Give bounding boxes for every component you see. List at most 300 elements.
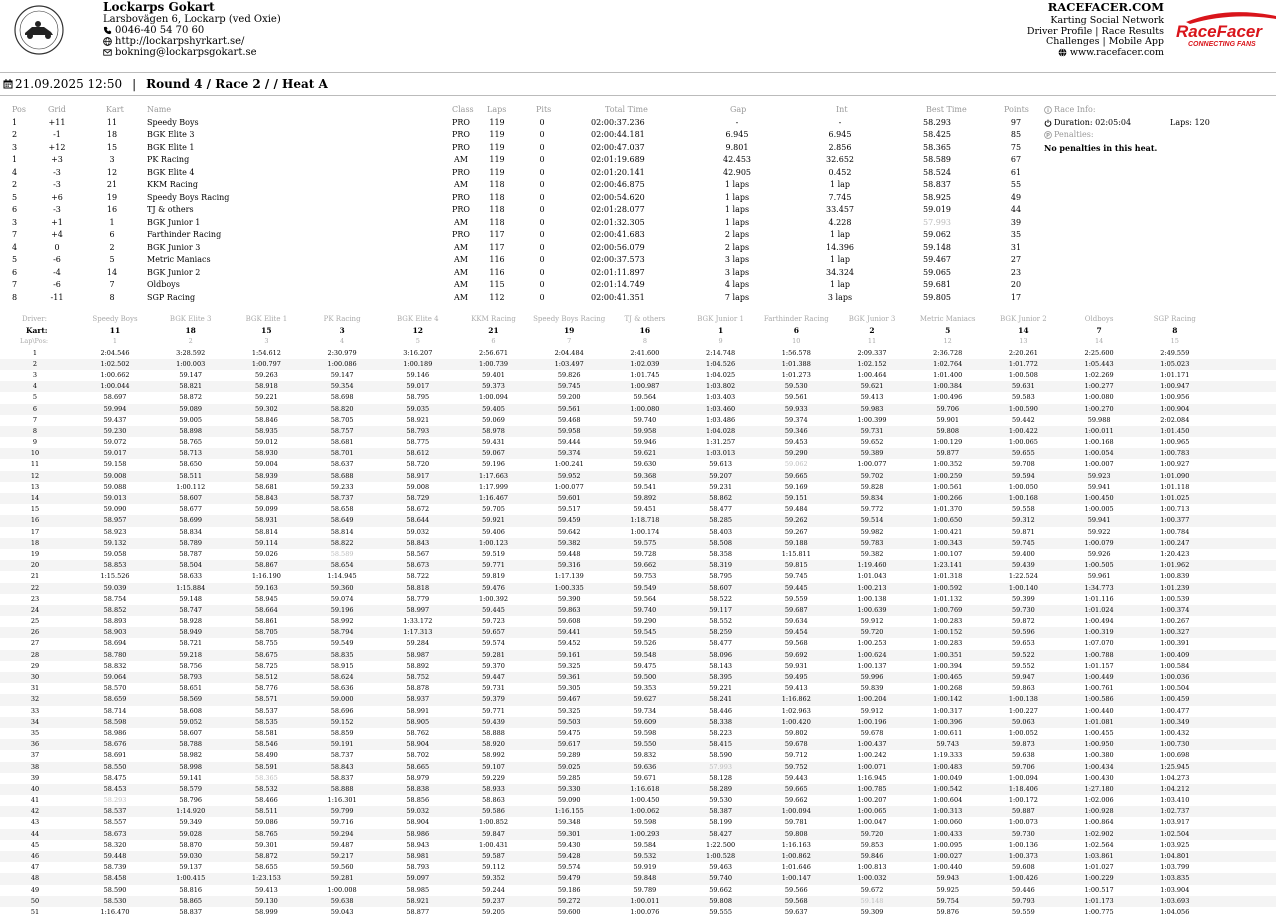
- lap-time: 58.705: [255, 628, 278, 637]
- lap-time: 59.390: [557, 594, 581, 603]
- lap-time: 59.561: [557, 404, 581, 413]
- lap-time: 58.867: [255, 561, 278, 570]
- envelope-icon: [103, 48, 112, 57]
- lap-time: 59.921: [482, 516, 505, 525]
- result-row: [0, 154, 1040, 167]
- lap-time: 1:00.852: [478, 818, 509, 827]
- lap-time: 58.664: [255, 605, 278, 614]
- lap-time: 1:00.775: [1084, 907, 1114, 916]
- lap-time: 58.567: [406, 549, 430, 558]
- result-gap: 1 laps: [724, 217, 750, 227]
- lap-time: 59.032: [406, 807, 430, 816]
- lap-time: 58.676: [103, 740, 127, 749]
- racefacer-info: [1027, 0, 1164, 58]
- lap-time: 1:02.764: [933, 359, 963, 368]
- lap-time: 59.117: [709, 605, 732, 614]
- lap-time: 58.725: [255, 661, 278, 670]
- result-grid: -4: [53, 267, 61, 277]
- lap-time: 59.771: [482, 561, 505, 570]
- lap-time: 1:00.079: [1084, 538, 1114, 547]
- lap-time: 1:14.920: [176, 807, 206, 816]
- result-pits: 0: [539, 117, 545, 127]
- lap-time: 1:00.052: [1008, 728, 1038, 737]
- lap-time: 59.745: [557, 382, 581, 391]
- lap-time: 59.530: [784, 382, 808, 391]
- lap-time: 1:03.410: [1160, 796, 1190, 805]
- result-gap: 1 laps: [724, 192, 750, 202]
- lap-time: 59.475: [633, 661, 657, 670]
- lap-time: 59.559: [784, 594, 808, 603]
- svg-text:P: P: [1046, 133, 1050, 140]
- lap-time: 1:00.373: [1008, 852, 1038, 860]
- lap-time: 1:00.785: [857, 784, 887, 793]
- result-name: Oldboys: [147, 280, 180, 289]
- result-pos: 6: [12, 205, 18, 214]
- lap-time: 1:00.464: [857, 370, 887, 379]
- result-row: [0, 192, 1040, 205]
- lap-time: 59.221: [709, 684, 732, 693]
- lap-time: 59.025: [557, 762, 581, 771]
- col-total: Total Time: [605, 105, 648, 114]
- lap-time: 59.064: [103, 673, 127, 681]
- lap-time: 59.146: [406, 370, 430, 379]
- lap-time: 58.765: [179, 438, 203, 447]
- lap-times-table: [0, 314, 1276, 918]
- result-grid: -6: [53, 255, 61, 264]
- lap-time: 59.712: [784, 751, 808, 760]
- lap-driver-name: Speedy Boys Racing: [533, 315, 606, 323]
- lap-time: 59.574: [557, 863, 581, 872]
- lap-time: 59.325: [557, 661, 581, 670]
- lap-time: 1:00.904: [1160, 404, 1190, 413]
- lap-number: 23: [30, 594, 40, 603]
- lap-time: 1:00.956: [1160, 393, 1190, 402]
- lap-time: 1:18.718: [630, 516, 660, 525]
- result-pits: 0: [539, 192, 545, 202]
- lap-time: 58.737: [330, 751, 354, 760]
- lap-time: 1:00.242: [857, 751, 887, 760]
- lap-time: 59.731: [860, 426, 884, 435]
- result-gap: 1 laps: [724, 180, 750, 189]
- lap-number: 17: [30, 527, 40, 536]
- lap-time: 58.937: [406, 695, 430, 704]
- lap-time: 58.863: [482, 796, 505, 805]
- lap-position: 9: [718, 337, 723, 346]
- result-laps: 119: [489, 117, 505, 127]
- lap-time: 58.714: [103, 706, 127, 715]
- lap-time: 58.987: [406, 650, 430, 659]
- result-class: AM: [454, 180, 468, 189]
- lap-position: 11: [867, 337, 877, 346]
- lap-time: 58.293: [103, 796, 127, 805]
- lap-time: 59.912: [860, 706, 884, 715]
- result-grid: -3: [53, 180, 61, 189]
- lap-row: [0, 739, 1276, 750]
- lap-time: 59.662: [784, 796, 808, 805]
- lap-time: 58.143: [709, 661, 732, 670]
- lap-time: 1:00.213: [857, 583, 887, 592]
- lap-driver-name: Farthinder Racing: [763, 315, 829, 323]
- lap-time: 58.649: [330, 516, 354, 525]
- result-row: [0, 217, 1040, 230]
- lap-time: 58.917: [406, 471, 430, 480]
- lap-time: 59.207: [709, 471, 732, 480]
- result-best-time: 58.293: [923, 117, 951, 127]
- lap-time: 58.650: [179, 460, 203, 469]
- lap-time: 59.678: [860, 728, 884, 737]
- lap-time: 1:00.415: [176, 874, 206, 883]
- result-best-time: 58.425: [923, 130, 951, 139]
- lap-number: 36: [30, 740, 40, 749]
- lap-time: 58.898: [179, 426, 203, 435]
- result-kart: 7: [109, 280, 115, 289]
- lap-time: 59.017: [103, 449, 127, 458]
- lap-time: 1:00.739: [478, 359, 509, 368]
- lap-time: 59.114: [255, 538, 278, 547]
- lap-time: 59.596: [1012, 628, 1035, 637]
- lap-position: 5: [415, 337, 420, 346]
- lap-row: [0, 493, 1276, 504]
- lap-time: 1:16.155: [554, 807, 584, 816]
- lap-time: 58.822: [330, 538, 354, 547]
- lap-row: [0, 896, 1276, 907]
- lap-time: 59.941: [1087, 516, 1111, 525]
- lap-time: 1:00.433: [933, 829, 963, 838]
- lap-position: 15: [1170, 337, 1179, 346]
- lap-time: 59.731: [482, 684, 505, 693]
- lap-time: 1:00.189: [403, 359, 433, 368]
- result-row: [0, 129, 1040, 142]
- result-int: 1 lap: [829, 255, 851, 264]
- lap-time: 1:00.374: [1160, 605, 1190, 614]
- lap-time: 59.560: [330, 863, 354, 872]
- lap-time: 1:01.024: [1084, 605, 1114, 614]
- lap-time: 59.158: [103, 460, 127, 469]
- lap-time: 59.662: [633, 561, 657, 570]
- lap-time: 59.281: [330, 874, 354, 883]
- lap-time: 58.780: [103, 650, 127, 659]
- lap-time: 58.537: [103, 807, 127, 816]
- result-total-time: 02:00:46.875: [591, 180, 645, 189]
- lap-time: 59.152: [330, 717, 354, 726]
- lap-time: 58.681: [255, 482, 278, 491]
- lap-time: 1:00.071: [857, 762, 887, 771]
- result-points: 67: [1010, 155, 1022, 164]
- lap-time: 59.285: [557, 773, 581, 782]
- lap-time: 1:00.335: [554, 583, 584, 592]
- lap-time: 59.672: [860, 885, 884, 894]
- lap-number: 50: [30, 896, 40, 905]
- result-pits: 0: [539, 130, 545, 139]
- lap-row: [0, 840, 1276, 851]
- lap-time: 1:00.561: [933, 482, 963, 491]
- lap-time: 59.463: [709, 863, 732, 872]
- lap-kart-number: 6: [793, 326, 799, 336]
- lap-position: 14: [1094, 337, 1104, 346]
- lap-time: 1:00.277: [1084, 382, 1114, 391]
- result-kart: 16: [106, 205, 118, 214]
- lap-time: 1:00.047: [857, 818, 887, 827]
- lap-time: 59.587: [482, 852, 505, 860]
- lap-time: 59.789: [633, 885, 657, 894]
- lap-time: 1:00.950: [1084, 740, 1114, 749]
- lap-time: 58.589: [330, 549, 354, 558]
- result-best-time: 59.681: [923, 280, 951, 289]
- lap-time: 1:00.267: [1160, 617, 1190, 626]
- lap-row: [0, 851, 1276, 862]
- lap-row: [0, 784, 1276, 795]
- result-gap: 9.801: [725, 142, 749, 152]
- lap-time: 58.957: [103, 516, 127, 525]
- lap-time: 1:00.505: [1084, 561, 1114, 570]
- lap-time: 1:00.586: [1084, 695, 1114, 704]
- lap-number: 12: [30, 471, 40, 480]
- result-name: BGK Elite 1: [147, 142, 195, 152]
- lap-time: 2:02.084: [1160, 415, 1190, 424]
- lap-time: 58.872: [255, 852, 278, 860]
- lap-time: 59.446: [1012, 885, 1035, 894]
- result-class: AM: [454, 280, 468, 289]
- lap-time: 58.453: [103, 784, 127, 793]
- result-pits: 0: [539, 292, 545, 302]
- result-gap: 7 laps: [724, 292, 750, 302]
- lap-time: 1:00.539: [1160, 594, 1190, 603]
- club-email[interactable]: bokning@lockarpsgokart.se: [103, 47, 281, 58]
- result-total-time: 02:01:11.897: [591, 267, 645, 277]
- result-int: 33.457: [826, 205, 854, 214]
- col-kart: Kart: [106, 105, 124, 114]
- lap-time: 59.500: [633, 673, 657, 681]
- lap-time: 59.428: [557, 852, 581, 860]
- lap-time: 59.994: [103, 404, 127, 413]
- lap-time: 58.466: [255, 796, 278, 805]
- lap-time: 58.935: [255, 426, 278, 435]
- lap-number: 8: [32, 426, 38, 435]
- lap-position: 1: [112, 337, 118, 346]
- result-row: [0, 117, 1040, 130]
- lap-time: 1:00.050: [1008, 482, 1038, 491]
- lap-time: 58.590: [103, 885, 127, 894]
- lap-number: 51: [30, 907, 40, 916]
- lap-time: 59.781: [784, 818, 808, 827]
- result-best-time: 59.065: [923, 267, 951, 277]
- lap-number: 13: [30, 482, 40, 491]
- lap-row: [0, 817, 1276, 828]
- lap-time: 58.999: [255, 907, 278, 916]
- lap-time: 1:16.618: [630, 784, 660, 793]
- lap-time: 59.636: [633, 762, 657, 771]
- lap-time: 59.089: [179, 404, 203, 413]
- result-gap: 2 laps: [724, 230, 750, 239]
- club-website[interactable]: http://lockarpshyrkart.se/: [103, 36, 281, 47]
- lap-time: 58.981: [406, 852, 430, 860]
- result-total-time: 02:01:14.749: [591, 280, 645, 289]
- lap-time: 59.413: [784, 684, 808, 693]
- lap-time: 59.441: [557, 628, 581, 637]
- club-name: Lockarps Gokart: [103, 0, 215, 14]
- lap-time: 1:00.611: [933, 728, 963, 737]
- lap-time: 1:22.524: [1008, 572, 1038, 581]
- lap-time: 58.846: [255, 415, 278, 424]
- race-title-bar: [0, 72, 1276, 96]
- lap-time: 58.403: [709, 527, 732, 536]
- racefacer-website[interactable]: www.racefacer.com: [1027, 48, 1164, 59]
- lap-time: 1:20.423: [1160, 549, 1190, 558]
- lap-time: 1:01.027: [1084, 863, 1114, 872]
- lap-time: 58.756: [179, 661, 203, 670]
- col-class: Class: [452, 105, 474, 114]
- lap-time: 59.925: [936, 885, 960, 894]
- penalties-text: No penalties in this heat.: [1044, 142, 1158, 153]
- result-points: 27: [1010, 255, 1022, 264]
- lap-row: [0, 650, 1276, 661]
- result-grid: -3: [53, 205, 61, 214]
- lap-row: [0, 683, 1276, 694]
- result-points: 20: [1010, 280, 1022, 289]
- lap-time: 58.607: [179, 494, 203, 502]
- lap-time: 59.552: [1012, 661, 1035, 670]
- result-laps: 118: [489, 180, 505, 189]
- lap-time: 59.873: [1012, 740, 1035, 749]
- result-pos: 6: [12, 267, 18, 277]
- lap-time: 59.598: [633, 818, 657, 827]
- lap-time: 59.028: [179, 829, 203, 838]
- lap-number: 1: [32, 348, 38, 357]
- lap-time: 1:02.269: [1084, 370, 1114, 379]
- lap-time: 58.838: [406, 784, 430, 793]
- lap-row: [0, 504, 1276, 515]
- lap-time: 59.771: [482, 706, 505, 715]
- lap-time: 59.309: [860, 907, 884, 916]
- lap-time: 58.522: [709, 594, 732, 603]
- lap-row: [0, 728, 1276, 739]
- lap-time: 58.320: [103, 840, 127, 849]
- result-kart: 21: [106, 180, 118, 189]
- lap-time: 58.859: [330, 728, 354, 737]
- lap-time: 59.922: [1087, 527, 1111, 536]
- result-best-time: 59.467: [923, 255, 951, 264]
- lap-time: 58.943: [406, 840, 430, 849]
- lap-time: 59.692: [784, 650, 808, 659]
- result-pits: 0: [539, 142, 545, 152]
- lap-time: 59.354: [330, 382, 354, 391]
- lap-time: 1:00.095: [933, 840, 963, 849]
- lap-time: 59.526: [633, 639, 657, 648]
- lap-time: 1:00.138: [857, 594, 887, 603]
- lap-time: 58.241: [709, 695, 732, 704]
- lap-time: 1:00.077: [554, 482, 584, 491]
- result-gap: -: [735, 117, 739, 127]
- lap-row: [0, 694, 1276, 705]
- lap-time: 59.678: [784, 740, 808, 749]
- lap-driver-row: [0, 314, 1276, 325]
- lap-time: 58.747: [179, 605, 203, 614]
- lap-number: 34: [30, 717, 40, 726]
- lap-time: 1:00.204: [857, 695, 887, 704]
- lap-time: 58.998: [179, 762, 203, 771]
- lap-time: 58.571: [255, 695, 278, 704]
- lap-driver-name: KKM Racing: [471, 315, 516, 323]
- lap-time: 58.199: [709, 818, 732, 827]
- lap-time: 59.863: [557, 605, 581, 614]
- lap-time: 1:03.403: [706, 393, 736, 402]
- lap-time: 1:31.257: [706, 438, 736, 447]
- lap-time: 58.853: [103, 561, 127, 570]
- lap-time: 59.163: [255, 583, 278, 592]
- lap-time: 59.631: [1012, 382, 1035, 391]
- result-pits: 0: [539, 230, 545, 239]
- lap-row: [0, 806, 1276, 817]
- col-laps: Laps: [487, 105, 507, 114]
- lap-time: 58.475: [103, 773, 127, 782]
- lap-time: 58.865: [179, 896, 203, 905]
- lap-time: 58.837: [330, 773, 354, 782]
- lap-time: 1:00.784: [1160, 527, 1190, 536]
- lap-kart-number: 5: [945, 326, 951, 336]
- lap-time: 1:00.639: [857, 605, 887, 614]
- lap-time: 1:01.157: [1084, 661, 1114, 670]
- lap-time: 1:01.772: [1008, 359, 1038, 368]
- lap-time: 58.446: [709, 706, 732, 715]
- lap-time: 1:01.043: [857, 572, 887, 581]
- lap-time: 59.361: [557, 673, 581, 681]
- lap-position: 2: [188, 337, 193, 346]
- lap-time: 1:00.062: [630, 807, 660, 816]
- lap-time: 1:00.797: [251, 359, 281, 368]
- col-pits: Pits: [536, 105, 552, 114]
- lap-time: 59.137: [179, 863, 203, 872]
- lap-time: 1:05.443: [1084, 359, 1114, 368]
- lap-time: 58.289: [709, 784, 732, 793]
- race-datetime: 21.09.2025 12:50: [15, 77, 123, 91]
- lap-time: 58.591: [255, 762, 278, 771]
- col-int: Int: [836, 105, 848, 114]
- result-grid: +3: [51, 155, 63, 164]
- club-info: [103, 0, 281, 58]
- lap-time: 59.983: [860, 404, 884, 413]
- lap-time: 59.316: [557, 561, 581, 570]
- lap-position: 10: [792, 337, 801, 346]
- result-row: [0, 204, 1040, 217]
- lap-time: 59.853: [860, 840, 884, 849]
- result-int: 32.652: [826, 155, 854, 164]
- result-int: 34.324: [826, 267, 854, 277]
- lap-time: 58.387: [709, 807, 732, 816]
- racefacer-line-2: Driver Profile | Race Results: [1026, 25, 1164, 37]
- lap-time: 58.633: [179, 572, 203, 581]
- lap-time: 59.400: [1012, 549, 1035, 558]
- lap-time: 1:00.054: [1084, 449, 1114, 458]
- lap-time: 1:00.080: [1084, 393, 1114, 402]
- lap-time: 59.793: [1012, 896, 1035, 905]
- lap-time: 58.637: [330, 460, 354, 469]
- result-name: BGK Junior 2: [147, 267, 201, 277]
- lap-time: 1:00.409: [1160, 650, 1190, 659]
- lap-time: 1:01.962: [1160, 561, 1190, 570]
- lap-time: 58.779: [406, 594, 430, 603]
- result-name: Farthinder Racing: [147, 230, 222, 239]
- lap-time: 1:00.432: [1160, 728, 1190, 737]
- lap-time: 1:01.171: [1160, 370, 1190, 379]
- lap-time: 1:01.081: [1084, 717, 1114, 726]
- lap-time: 1:00.384: [933, 382, 963, 391]
- lap-time: 59.013: [103, 494, 127, 502]
- race-info-panel: [1044, 104, 1264, 154]
- lap-time: 1:00.426: [1008, 874, 1038, 883]
- lap-time: 59.229: [482, 773, 505, 782]
- lap-time: 1:00.783: [1160, 449, 1190, 458]
- result-grid: +4: [51, 230, 63, 239]
